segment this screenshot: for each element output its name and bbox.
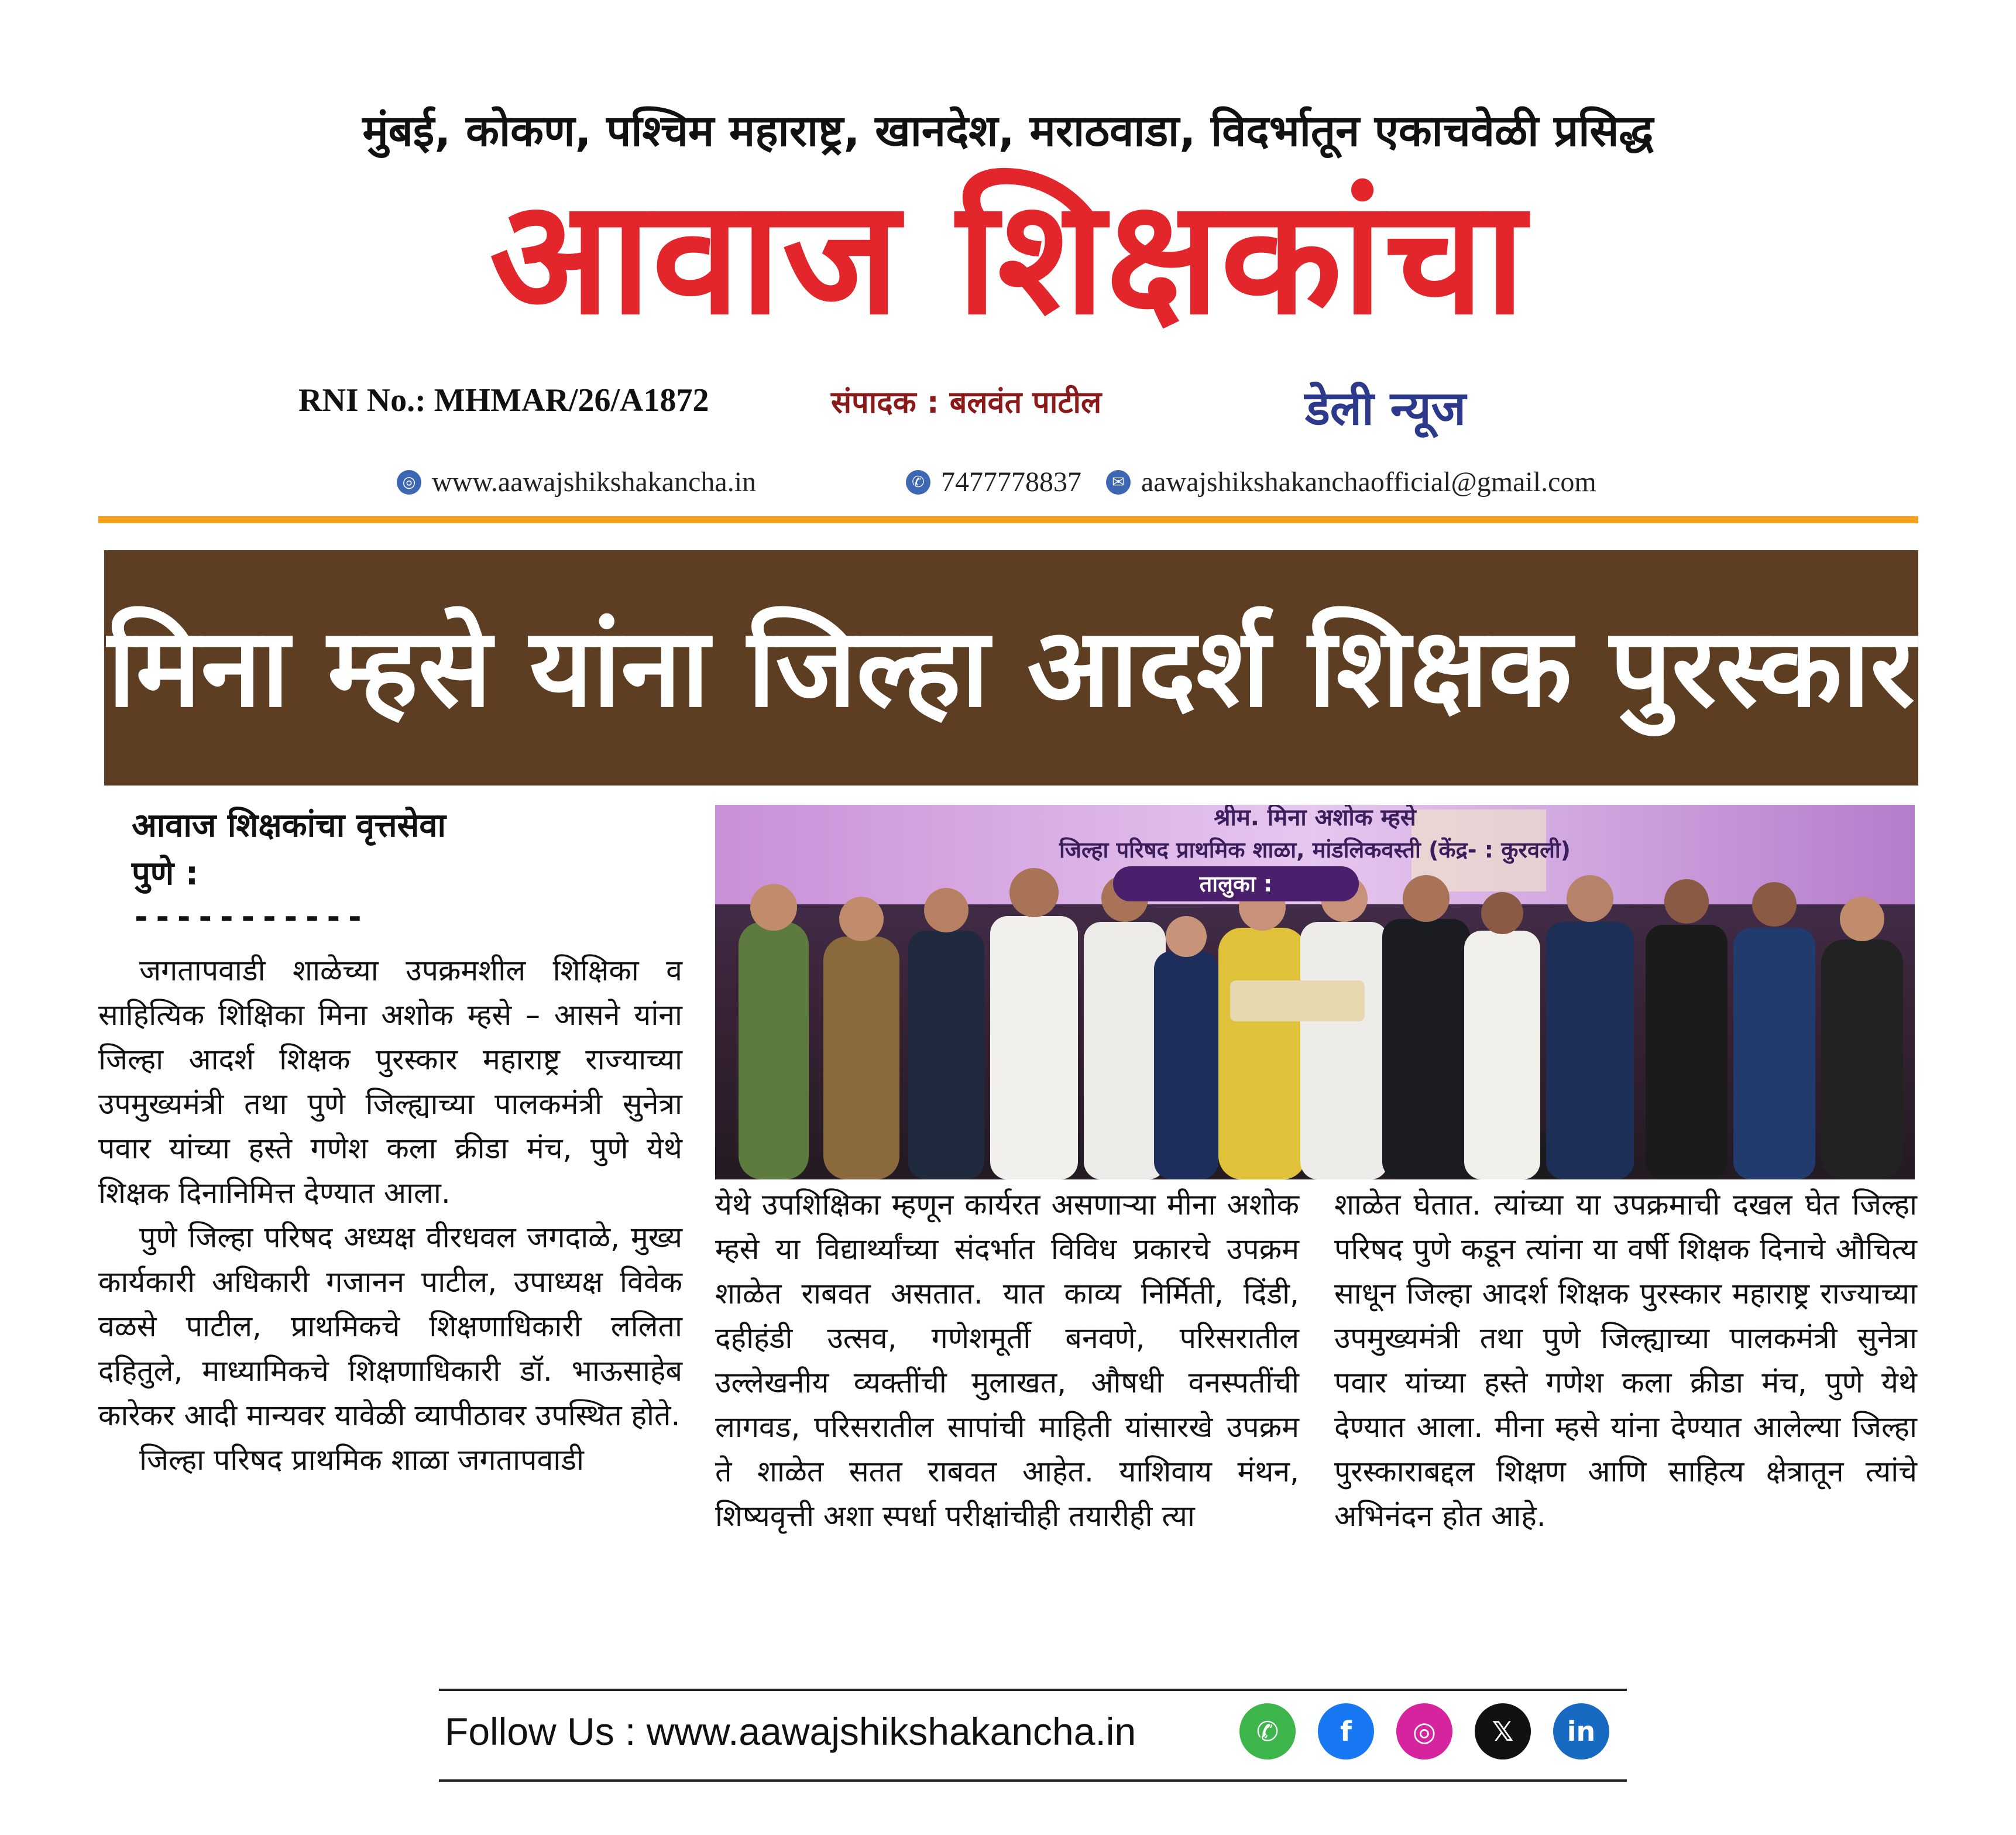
- article-column-3: [1334, 1182, 1917, 1538]
- article-column-1: [98, 948, 682, 1482]
- phone-icon: ✆: [906, 470, 930, 495]
- headline-banner: [104, 550, 1918, 786]
- article-source: [132, 802, 446, 898]
- x-icon[interactable]: 𝕏: [1475, 1703, 1531, 1759]
- place-line: पुणे :: [132, 855, 199, 893]
- photo-banner-line-3: तालुका :: [1199, 871, 1273, 897]
- follow-us-link[interactable]: Follow Us : www.aawajshikshakancha.in: [445, 1710, 1136, 1753]
- instagram-icon[interactable]: ◎: [1396, 1703, 1452, 1759]
- editor-credit: संपादक : बलवंत पाटील: [831, 385, 1102, 420]
- facebook-icon[interactable]: f: [1318, 1703, 1374, 1759]
- website-text: www.aawajshikshakancha.in: [432, 467, 757, 498]
- column-3-text: शाळेत घेतात. त्यांच्या या उपक्रमाची दखल घेत जिल्हा परिषद पुणे कडून त्यांना या वर्षी शिक्षक दिनाचे औचित्य साधून जिल्हा आदर्श शिक्षक पुरस्कार महाराष्ट्र राज्याच्या उपमुख्यमंत्री तथा पुणे जिल्ह्याच्या पालकमंत्री सुनेत्रा पवार यांच्या हस्ते गणेश कला क्रीडा मंच, पुणे येथे देण्यात आला. मीना म्हसे यांना देण्यात आलेल्या जिल्हा पुरस्काराबद्दल शिक्षण आणि साहित्य क्षेत्रातून त्यांचे अभिनंदन होत आहे.: [1334, 1188, 1917, 1533]
- source-line: आवाज शिक्षकांचा वृत्तसेवा: [132, 807, 447, 845]
- phone-text: 7477778837: [941, 467, 1081, 498]
- email-contact[interactable]: [1106, 466, 1596, 498]
- paragraph-3: जिल्हा परिषद प्राथमिक शाळा जगतापवाडी: [139, 1443, 584, 1477]
- award-ceremony-photo: [715, 805, 1915, 1179]
- paragraph-2: पुणे जिल्हा परिषद अध्यक्ष वीरधवल जगदाळे, मुख्य कार्यकारी अधिकारी गजानन पाटील, उपाध्यक्ष विवेक वळसे पाटील, प्राथमिकचे शिक्षणाधिकारी ललिता दहितुले, माध्यामिकचे शिक्षणाधिकारी डॉ. भाऊसाहेब कारेकर आदी मान्यवर यावेळी व्यापीठावर उपस्थित होते.: [98, 1220, 682, 1432]
- footer-top-rule: [439, 1689, 1627, 1691]
- linkedin-icon[interactable]: in: [1553, 1703, 1609, 1759]
- website-contact[interactable]: [397, 466, 756, 498]
- whatsapp-icon[interactable]: ✆: [1239, 1703, 1296, 1759]
- photo-banner-line-2: जिल्हा परिषद प्राथमिक शाळा, मांडलिकवस्ती (केंद्र- : कुरवली): [1059, 837, 1571, 863]
- masthead-title: आवाज शिक्षकांचा: [489, 165, 1527, 349]
- rni-number: RNI No.: MHMAR/26/A1872: [298, 382, 709, 419]
- header-divider: [98, 516, 1918, 523]
- globe-icon: ◎: [397, 470, 421, 495]
- mail-icon: ✉: [1106, 470, 1131, 495]
- email-text: aawajshikshakanchaofficial@gmail.com: [1141, 467, 1596, 498]
- paragraph-1: जगतापवाडी शाळेच्या उपक्रमशील शिक्षिका व साहित्यिक शिक्षिका मिना अशोक म्हसे – आसने यांना जिल्हा आदर्श शिक्षक पुरस्कार महाराष्ट्र राज्याच्या उपमुख्यमंत्री तथा पुणे जिल्ह्याच्या पालकमंत्री सुनेत्रा पवार यांच्या हस्ते गणेश कला क्रीडा मंच, पुणे येथे शिक्षक दिनानिमित्त देण्यात आला.: [98, 953, 682, 1210]
- daily-news-label: डेली न्यूज: [1305, 381, 1466, 435]
- article-column-2: [715, 1182, 1299, 1538]
- tagline: मुंबई, कोकण, पश्चिम महाराष्ट्र, खानदेश, मराठवाडा, विदर्भातून एकाचवेळी प्रसिद्ध: [362, 106, 1654, 156]
- photo-banner-line-1: श्रीम. मिना अशोक म्हसे: [1214, 805, 1416, 831]
- separator-dashes: -----------: [132, 898, 367, 935]
- column-2-text: येथे उपशिक्षिका म्हणून कार्यरत असणाऱ्या मीना अशोक म्हसे या विद्यार्थ्यांच्या संदर्भात विविध प्रकारचे उपक्रम शाळेत राबवत असतात. यात काव्य निर्मिती, दिंडी, दहीहंडी उत्सव, गणेशमूर्ती बनवणे, परिसरातील उल्लेखनीय व्यक्तींची मुलाखत, औषधी वनस्पतींची लागवड, परिसरातील सापांची माहिती यांसारखे उपक्रम ते शाळेत सतत राबवत आहेत. याशिवाय मंथन, शिष्यवृत्ती अशा स्पर्धा परीक्षांचीही तयारीही त्या: [715, 1188, 1299, 1533]
- headline-text: मिना म्हसे यांना जिल्हा आदर्श शिक्षक पुरस्कार: [107, 604, 1915, 731]
- footer-bottom-rule: [439, 1779, 1627, 1782]
- phone-contact[interactable]: [906, 466, 1081, 498]
